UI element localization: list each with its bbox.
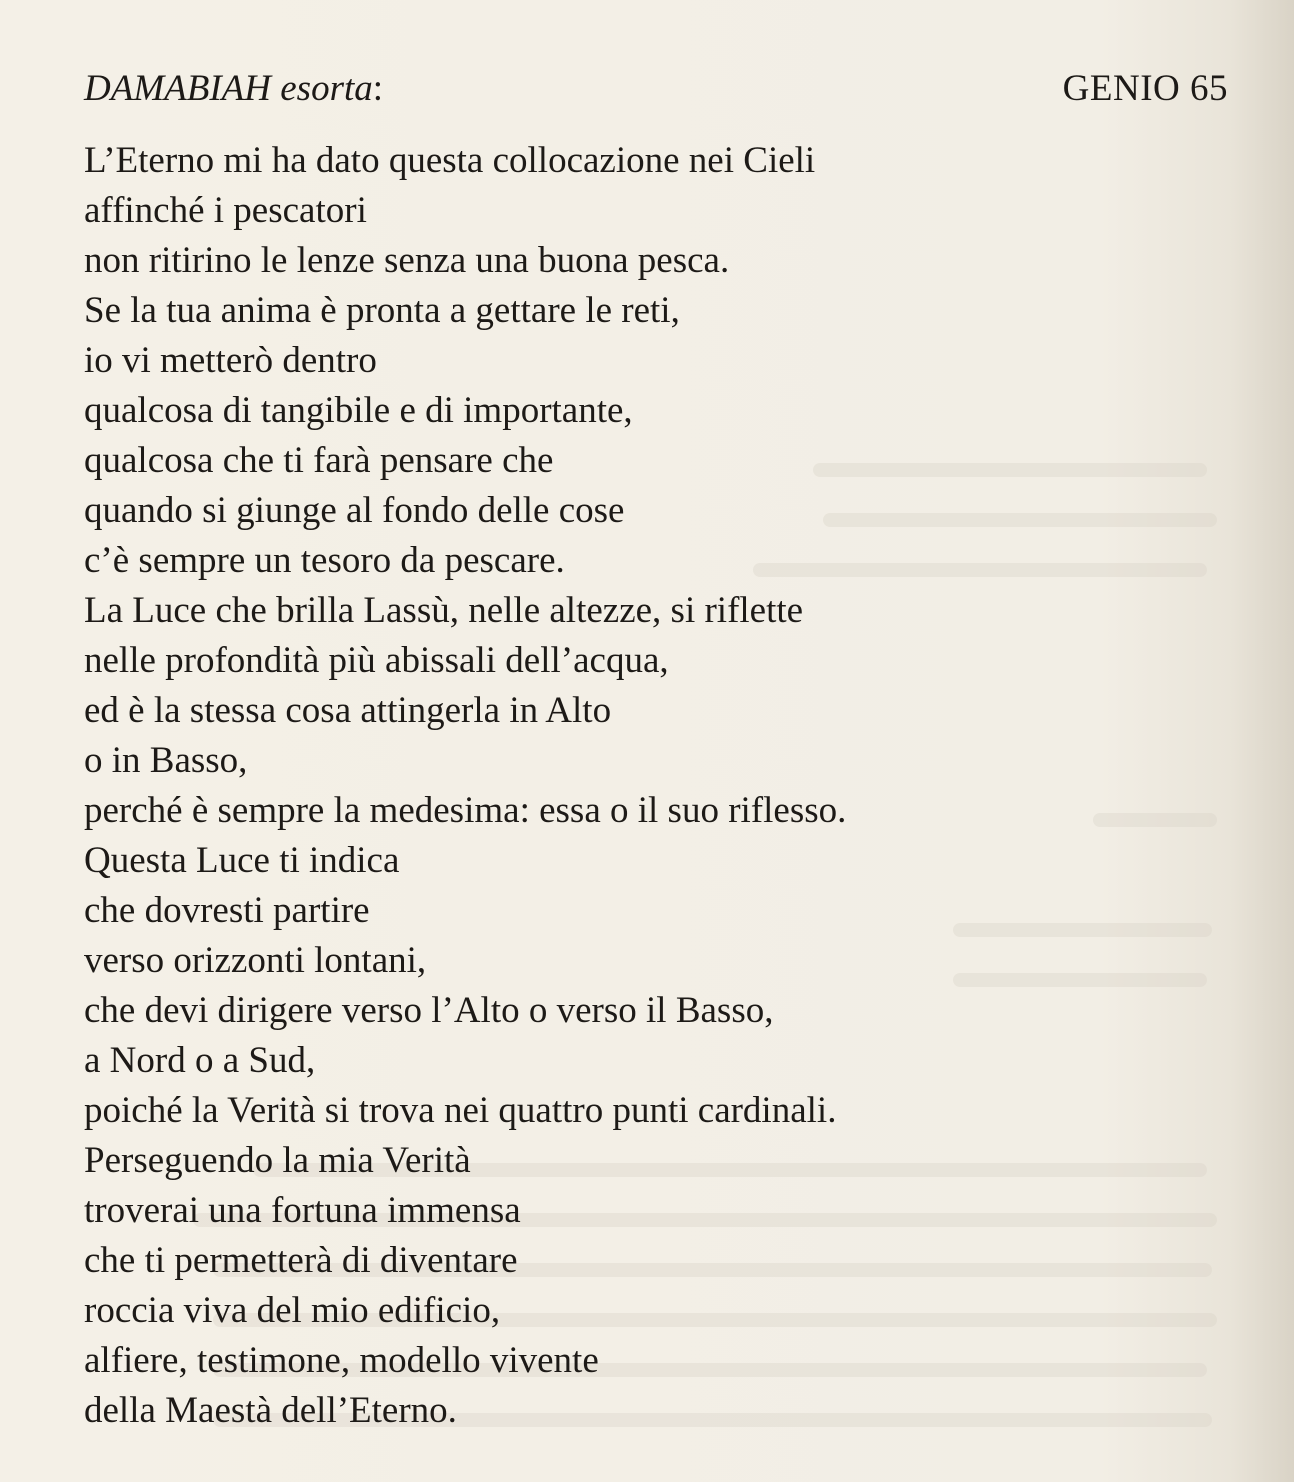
poem-line: verso orizzonti lontani, xyxy=(84,940,427,981)
poem-line: affinché i pescatori xyxy=(84,190,367,231)
poem-line: nelle profondità più abissali dell’acqua, xyxy=(84,640,669,681)
poem-line: Questa Luce ti indica xyxy=(84,840,400,881)
poem-text xyxy=(84,136,1224,1436)
poem-line: perché è sempre la medesima: essa o il suo riflesso. xyxy=(84,790,847,831)
poem-line: L’Eterno mi ha dato questa collocazione nei Cieli xyxy=(84,140,816,181)
page-header xyxy=(84,64,1228,114)
poem-line: La Luce che brilla Lassù, nelle altezze, si riflette xyxy=(84,590,804,631)
poem-line: poiché la Verità si trova nei quattro punti cardinali. xyxy=(84,1090,837,1131)
genius-name: DAMABIAH xyxy=(84,68,271,109)
poem-line: che devi dirigere verso l’Alto o verso il Basso, xyxy=(84,990,774,1031)
heading-colon: : xyxy=(372,68,384,109)
poem-line: qualcosa che ti farà pensare che xyxy=(84,440,554,481)
poem-line: qualcosa di tangibile e di importante, xyxy=(84,390,633,431)
poem-line: non ritirino le lenze senza una buona pesca. xyxy=(84,240,730,281)
poem-line: a Nord o a Sud, xyxy=(84,1040,316,1081)
genius-number: GENIO 65 xyxy=(1062,68,1228,109)
poem-line: che dovresti partire xyxy=(84,890,370,931)
poem-line: alfiere, testimone, modello vivente xyxy=(84,1340,599,1381)
poem-line: Se la tua anima è pronta a gettare le reti, xyxy=(84,290,680,331)
poem-line: roccia viva del mio edificio, xyxy=(84,1290,501,1331)
poem-line: Perseguendo la mia Verità xyxy=(84,1140,471,1181)
poem-line: io vi metterò dentro xyxy=(84,340,377,381)
poem-line: ed è la stessa cosa attingerla in Alto xyxy=(84,690,612,731)
poem-line: che ti permetterà di diventare xyxy=(84,1240,518,1281)
poem-line: della Maestà dell’Eterno. xyxy=(84,1390,457,1431)
poem-line: quando si giunge al fondo delle cose xyxy=(84,490,625,531)
genius-exhortation-heading xyxy=(84,64,383,114)
poem-line: o in Basso, xyxy=(84,740,248,781)
poem-line: c’è sempre un tesoro da pescare. xyxy=(84,540,565,581)
poem-line: troverai una fortuna immensa xyxy=(84,1190,521,1231)
heading-verb: esorta xyxy=(280,68,373,109)
